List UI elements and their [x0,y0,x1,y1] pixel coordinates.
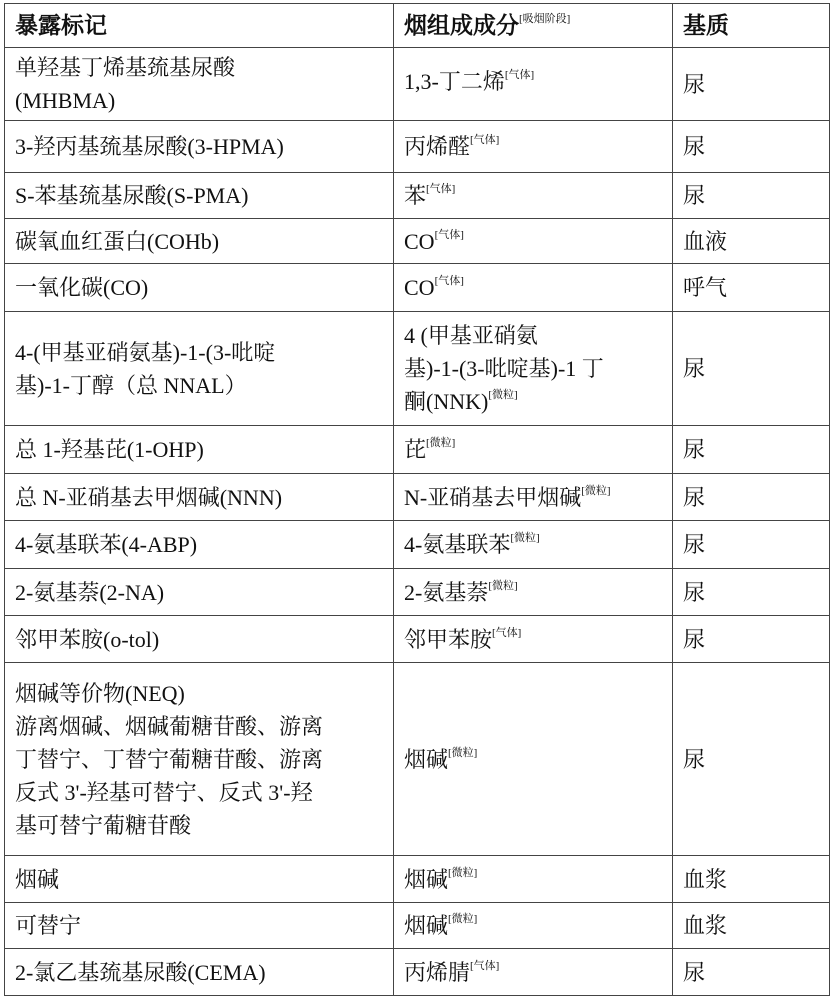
table-row [5,312,830,426]
marker-cell [5,949,394,996]
table-row [5,949,830,996]
matrix-text: 呼气 [683,275,727,300]
matrix-text: 尿 [683,747,705,772]
matrix-text: 尿 [683,485,705,510]
matrix-cell [673,949,830,996]
marker-cell [5,569,394,616]
phase-tag: [气体] [426,183,455,195]
component-text: 1,3-丁二烯 [404,69,505,94]
component-cell [394,521,673,569]
component-cell [394,856,673,903]
phase-tag: [气体] [505,69,534,81]
marker-text: 邻甲苯胺(o-tol) [15,627,159,652]
matrix-cell [673,616,830,663]
component-text: 烟碱 [404,867,448,892]
component-text: 烟碱 [404,747,448,772]
marker-cell [5,426,394,474]
header-marker: 暴露标记 [5,4,394,48]
marker-text: S-苯基巯基尿酸(S-PMA) [15,183,248,208]
matrix-cell [673,521,830,569]
component-cell [394,312,673,426]
table-row [5,521,830,569]
marker-text: 烟碱 [15,867,59,892]
matrix-text: 尿 [683,532,705,557]
marker-cell [5,312,394,426]
matrix-text: 血液 [683,229,727,254]
component-text: 邻甲苯胺 [404,627,492,652]
table-row [5,426,830,474]
matrix-cell [673,264,830,312]
marker-cell [5,856,394,903]
phase-tag: [微粒] [488,389,517,401]
marker-text: 2-氯乙基巯基尿酸(CEMA) [15,960,266,985]
table-row [5,856,830,903]
matrix-cell [673,312,830,426]
component-text: 4-氨基联苯 [404,532,510,557]
phase-tag: [气体] [470,134,499,146]
component-cell [394,616,673,663]
matrix-text: 血浆 [683,867,727,892]
component-cell [394,219,673,264]
header-component-label: 烟组成成分 [404,13,519,38]
component-text: CO [404,275,435,300]
matrix-cell [673,121,830,173]
marker-cell [5,521,394,569]
phase-tag: [微粒] [581,485,610,497]
component-cell [394,663,673,856]
phase-tag: [气体] [492,627,521,639]
marker-cell [5,219,394,264]
marker-text: 4-氨基联苯(4-ABP) [15,532,197,557]
marker-text: 总 1-羟基芘(1-OHP) [15,437,204,462]
matrix-cell [673,903,830,949]
component-text: 2-氨基萘 [404,580,488,605]
component-cell [394,121,673,173]
header-matrix: 基质 [673,4,830,48]
marker-cell [5,48,394,121]
phase-tag: [微粒] [510,532,539,544]
marker-cell [5,903,394,949]
matrix-cell [673,48,830,121]
biomarker-table [4,3,830,996]
component-text: 芘 [404,437,426,462]
component-text: N-亚硝基去甲烟碱 [404,485,581,510]
matrix-cell [673,474,830,521]
component-cell [394,569,673,616]
header-component-tag: [吸烟阶段] [519,13,570,25]
component-text: CO [404,229,435,254]
matrix-text: 尿 [683,134,705,159]
header-component [394,4,673,48]
component-cell [394,48,673,121]
component-text: 烟碱 [404,913,448,938]
matrix-text: 尿 [683,183,705,208]
marker-text: 3-羟丙基巯基尿酸(3-HPMA) [15,134,284,159]
matrix-cell [673,173,830,219]
component-cell [394,474,673,521]
matrix-text: 尿 [683,580,705,605]
matrix-text: 尿 [683,437,705,462]
phase-tag: [气体] [470,960,499,972]
component-text: 丙烯醛 [404,134,470,159]
component-cell [394,903,673,949]
phase-tag: [微粒] [448,913,477,925]
matrix-text: 尿 [683,960,705,985]
marker-text: 单羟基丁烯基巯基尿酸 (MHBMA) [15,55,235,113]
phase-tag: [微粒] [488,580,517,592]
marker-text: 碳氧血红蛋白(COHb) [15,229,219,254]
marker-text: 2-氨基萘(2-NA) [15,580,164,605]
phase-tag: [气体] [435,229,464,241]
table-row [5,569,830,616]
table-row [5,173,830,219]
matrix-cell [673,426,830,474]
component-text: 丙烯腈 [404,960,470,985]
marker-text: 烟碱等价物(NEQ) 游离烟碱、烟碱葡糖苷酸、游离 丁替宁、丁替宁葡糖苷酸、游离 反式 3'-羟基可替宁、反式 3'-羟 基可替宁葡糖苷酸 [15,681,323,838]
table-row [5,616,830,663]
marker-cell [5,121,394,173]
table-row [5,663,830,856]
component-text: 4 (甲基亚硝氨 基)-1-(3-吡啶基)-1 丁 酮(NNK) [404,323,604,414]
table-row [5,121,830,173]
table-row [5,264,830,312]
matrix-cell [673,569,830,616]
table-row [5,903,830,949]
marker-cell [5,474,394,521]
table-row [5,219,830,264]
marker-cell [5,663,394,856]
component-cell [394,264,673,312]
matrix-text: 尿 [683,627,705,652]
table-row [5,474,830,521]
marker-text: 可替宁 [15,913,81,938]
marker-text: 4-(甲基亚硝氨基)-1-(3-吡啶 基)-1-丁醇（总 NNAL） [15,340,275,398]
matrix-cell [673,856,830,903]
table-row [5,48,830,121]
marker-text: 一氧化碳(CO) [15,275,148,300]
phase-tag: [气体] [435,275,464,287]
phase-tag: [微粒] [426,437,455,449]
marker-cell [5,616,394,663]
component-cell [394,426,673,474]
matrix-text: 血浆 [683,913,727,938]
component-cell [394,949,673,996]
matrix-cell [673,663,830,856]
marker-text: 总 N-亚硝基去甲烟碱(NNN) [15,485,282,510]
table-header-row [5,4,830,48]
matrix-text: 尿 [683,356,705,381]
phase-tag: [微粒] [448,747,477,759]
marker-cell [5,173,394,219]
phase-tag: [微粒] [448,867,477,879]
component-text: 苯 [404,183,426,208]
matrix-cell [673,219,830,264]
marker-cell [5,264,394,312]
component-cell [394,173,673,219]
matrix-text: 尿 [683,72,705,97]
